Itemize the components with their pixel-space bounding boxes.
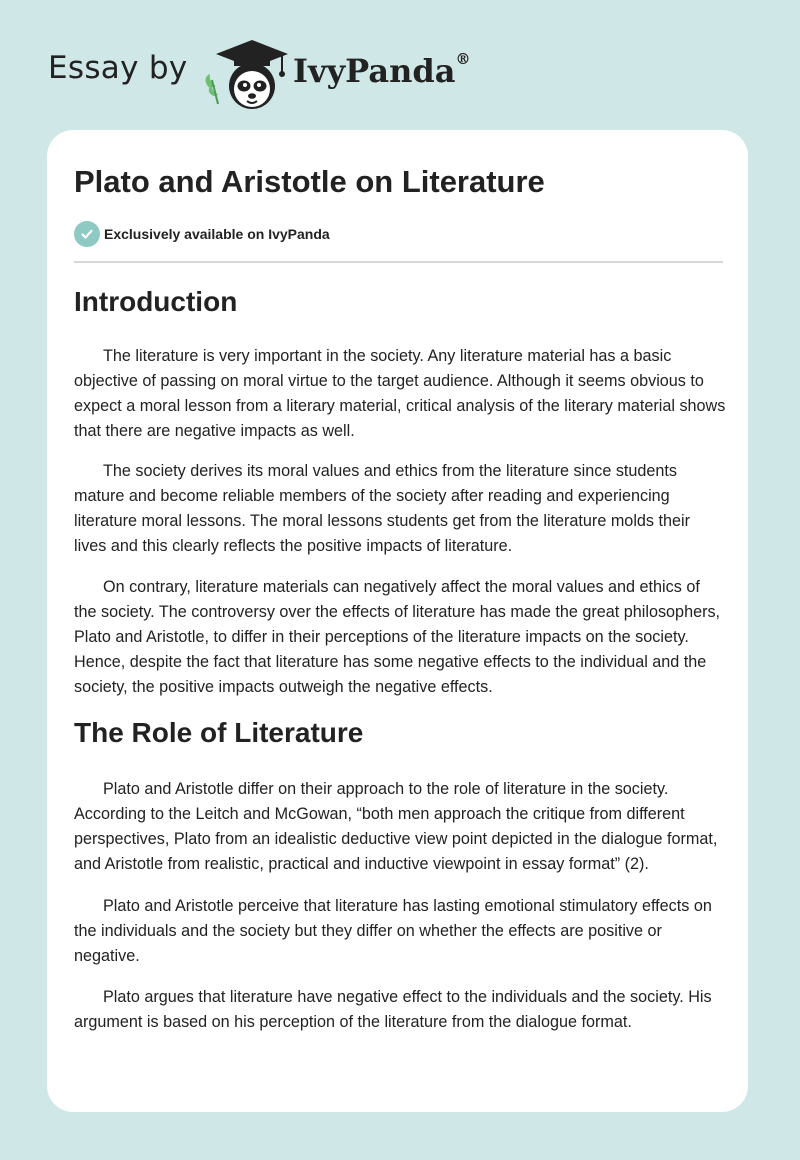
registered-mark: ® xyxy=(455,50,471,68)
exclusive-badge xyxy=(74,221,330,247)
essay-by-label: Essay by xyxy=(48,50,188,86)
paragraph: The society derives its moral values and ethics from the literature since students mature and become reliable members of the society after reading and experiencing literature moral lessons. The moral lessons students get from the literature molds their lives and this clearly reflects the positive impacts of literature. xyxy=(74,462,690,555)
section-heading-introduction: Introduction xyxy=(74,286,238,317)
exclusive-badge-label: Exclusively available on IvyPanda xyxy=(104,226,330,242)
page-title: Plato and Aristotle on Literature xyxy=(74,164,545,199)
essay-body xyxy=(74,280,726,1035)
essay-card xyxy=(47,130,748,1112)
brand-name[interactable]: IvyPanda® xyxy=(293,50,471,90)
panda-logo-icon[interactable] xyxy=(200,36,292,112)
paragraph: Plato and Aristotle perceive that literature has lasting emotional stimulatory effects on the individuals and the society but they differ on whether the effects are positive or negative. xyxy=(74,897,712,965)
check-circle-icon xyxy=(74,221,100,247)
paragraph: Plato and Aristotle differ on their approach to the role of literature in the society. According to the Leitch and McGowan, “both men approach the critique from different perspectives, Plato from an idealistic deductive view point depicted in the dialogue format, and Aristotle from realistic, practical and inductive viewpoint in essay format” (2). xyxy=(74,780,718,873)
site-header xyxy=(0,0,800,130)
paragraph: On contrary, literature materials can negatively affect the moral values and ethics of the society. The controversy over the effects of literature has made the great philosophers, Plato and Aristotle, to differ in their perceptions of the literature impacts on the society. Hence, despite the fact that literature has some negative effects to the individual and the society, the positive impacts outweigh the negative effects. xyxy=(74,578,721,696)
title-divider xyxy=(74,261,723,263)
paragraph: The literature is very important in the society. Any literature material has a basic objective of passing on moral virtue to the target audience. Although it seems obvious to expect a moral lesson from a literary material, critical analysis of the literary material shows that there are negative impacts as well. xyxy=(74,347,726,440)
section-heading-role-of-literature: The Role of Literature xyxy=(74,717,364,748)
paragraph: Plato argues that literature have negative effect to the individuals and the society. His argument is based on his perception of the literature from the dialogue format. xyxy=(74,988,712,1031)
